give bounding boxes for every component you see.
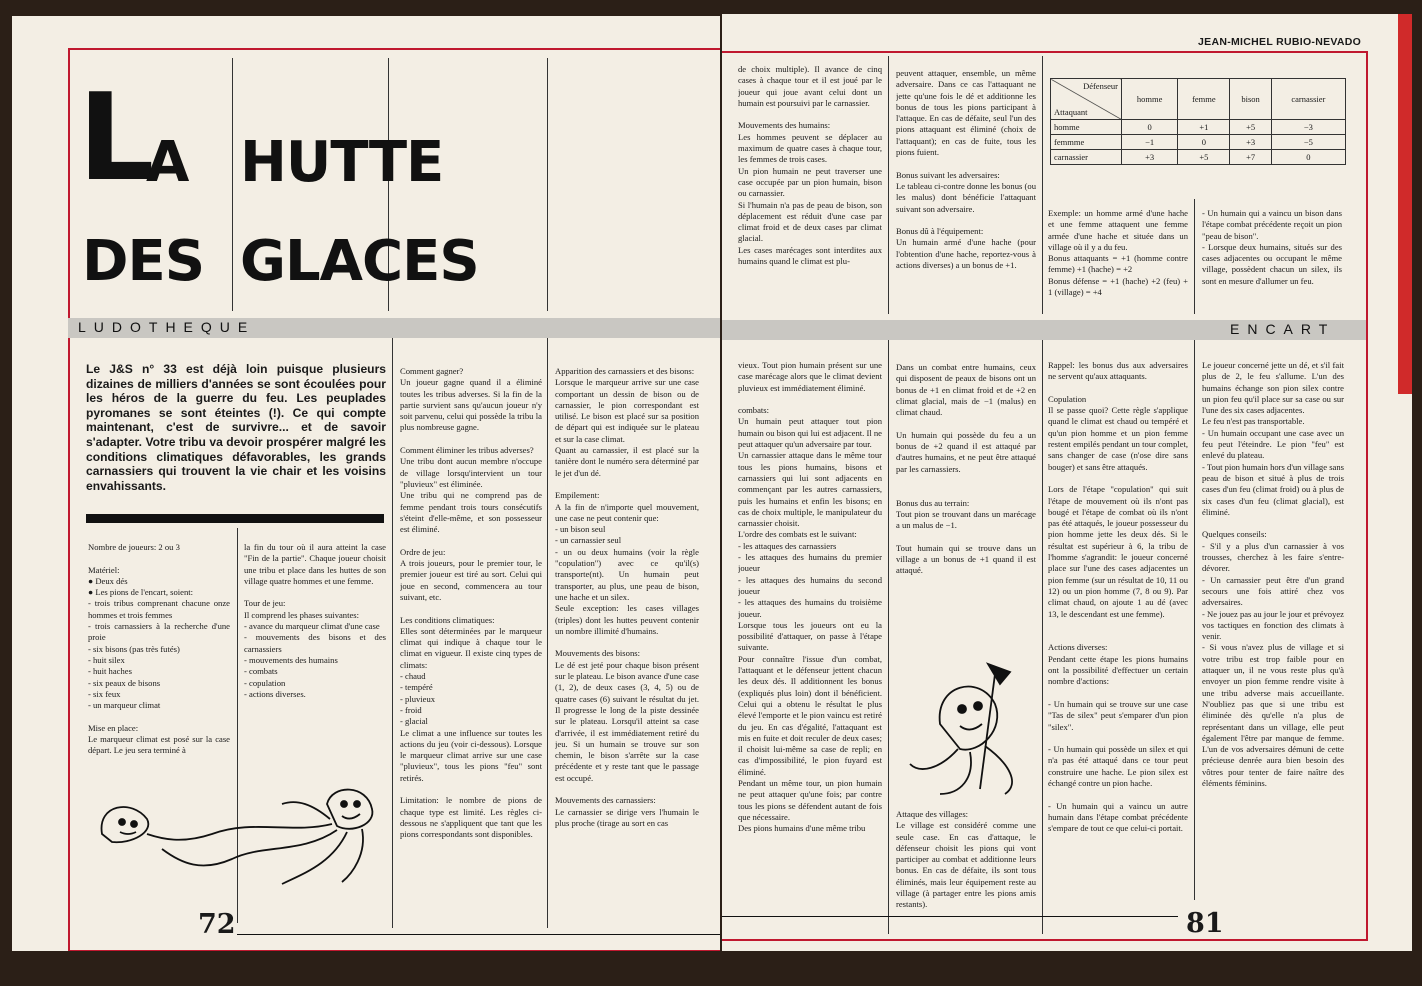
title-divider-3 (547, 58, 548, 311)
rules-top-column-4: - Un humain qui a vaincu un bison dans l'étape combat précédente reçoit un pion "peau de bison". - Lorsque deux humains, situés sur des cases adjacentes ou occupant le même village, possèdent chacun un silex, ils sont en mesure d'allumer un feu. (1202, 208, 1342, 286)
title-la-suffix: A (146, 130, 189, 195)
table-row (1051, 150, 1346, 165)
table-cell: −3 (1271, 120, 1345, 135)
corner-defender-label: Défenseur (1083, 81, 1118, 91)
table-cell: +1 (1178, 120, 1230, 135)
intro-paragraph: Le J&S n° 33 est déjà loin puisque plusieurs dizaines de milliers d'années se sont écoulées pour les héros de la guerre du feu. Les peuplades pyromanes se sont éteintes (!). Ce qui compte maintenant, c'est de survivre... et de savoir s'adapter. Votre tribu va devoir prospérer malgré les conditions climatiques défavorables, les grands carnassiers qui trouvent la vie chair et les voisins envahissants. (86, 362, 386, 493)
rules-top-column-1: de choix multiple). Il avance de cinq cases à chaque tour et il est joué par le joueur qui joue avant celui dont un humain est poursuivi par le carnassier. Mouvements des humains: Les hommes peuvent se déplacer au maximum de quatre cases à chaque tour, les femmes de trois cases. Un pion humain ne peut traverser une case occupée par un pion humain, bison ou carnassier. Si l'humain n'a pas de peau de bison, son déplacement est réduit d'une case par climat froid et de deux cases par climat glacial. Les cases marécages sont interdites aux humains quand le climat est plu- (738, 64, 882, 267)
corner-attacker-label: Attaquant (1054, 107, 1088, 117)
table-header-cell: femme (1178, 79, 1230, 120)
title-divider-1 (232, 58, 233, 311)
table-cell: −1 (1122, 135, 1178, 150)
creature-illustration (900, 654, 1040, 804)
rules-column-2: la fin du tour où il aura atteint la case "Fin de la partie". Chaque joueur choisit une tribu et place dans les huttes de son village quatre hommes et une femme. Tour de jeu: Il comprend les phases suivantes: - avance du marqueur climat d'une case - mouvements des bisons et des carnassiers - mouvements des humains - combats - copulation - actions diverses. (244, 542, 386, 699)
row-label: femmme (1051, 135, 1122, 150)
table-row (1051, 135, 1346, 150)
footer-rule (237, 934, 720, 935)
intro-rule (86, 514, 384, 523)
table-cell: +3 (1122, 150, 1178, 165)
page-number: 81 (1186, 908, 1224, 939)
section-label: ENCART (1230, 321, 1336, 337)
rules-column-3: Rappel: les bonus dus aux adversaires ne servent qu'aux attaquants. Copulation Il se passe quoi? Cette règle s'applique quand le climat est chaud ou tempéré et qu'un pion homme et un pion femme restent empilés pendant un tour complet, sans changer de case (n'ose dire sans bouger) et sans être attaqués. Lors de l'étape "copulation" qui suit l'étape de mouvement où ils n'ont pas bougé et l'étape de combat où ils n'ont pas été attaqués, le joueur possesseur du pion homme jette les deux dés. Si le résultat est supérieur à 6, la tribu de l'homme s'agrandit: le joueur concerné place sur l'une des cases adjacentes un pion femme (sur un résultat de 10, 11 ou 12) ou un pion homme (7, 8 ou 9). Par climat chaud, on ajoute 1 au dé (avec 13, le descendant est une femme). Actions diverses: Pendant cette étape les pions humains ont la possibilité d'effectuer un certain nombre d'actions: - Un humain qui se trouve sur une case "Tas de silex" peut s'emparer d'un pion "silex". - Un humain qui possède un silex et qui n'a pas été attaqué dans ce tour peut construire une hache. Le pion silex est échangé contre un pion hache. - Un humain qui a vaincu un autre humain dans l'étape combat précédente s'empare de tout ce que celui-ci portait. (1048, 360, 1188, 834)
table-corner (1051, 79, 1122, 120)
col-divider-c (547, 338, 548, 928)
title-initial-L: L (78, 69, 154, 208)
section-label: LUDOTHEQUE (78, 319, 256, 335)
table-header-cell: bison (1230, 79, 1271, 120)
table-cell: +5 (1178, 150, 1230, 165)
table-cell: 0 (1122, 120, 1178, 135)
bonus-table (1050, 78, 1346, 165)
rules-column-4: Apparition des carnassiers et des bisons: Lorsque le marqueur arrive sur une case comportant un dessin de bison ou de carnassier, le pion correspondant est utilisé. Le bison est placé sur sa position de départ qui est indiquée sur le plateau et sur la case climat. Quant au carnassier, il est placé sur la tanière dont le numéro sera déterminé par le jet d'un dé. Empilement: A la fin de n'importe quel mouvement, une case ne peut contenir que: - un bison seul - un carnassier seul - un ou deux humains (voir la règle "copulation") avec ce qu'il(s) transporte(nt). Un humain peut transporter, au plus, une peau de bison, une hache et un silex. Seule exception: les cases villages (triples) dont les huttes peuvent contenir un nombre illimité d'humains. Mouvements des bisons: Le dé est jeté pour chaque bison présent sur le plateau. Le bison avance d'une case (1, 2), de deux cases (3, 4, 5) ou de quatre cases (6) suivant le résultat du jet. Il progresse le long de la piste dessinée sur le plateau. Lorsqu'il atteint sa case d'arrivée, il est immédiatement retiré du jeu. Si un humain se trouve sur son chemin, le bison s'arrête sur la case précédente et y reste tant que le passage est occupé. Mouvements des carnassiers: Le carnassier se dirige vers l'humain le plus proche (tirage au sort en cas (555, 366, 699, 828)
col-divider-b (392, 338, 393, 928)
rules-column-1: vieux. Tout pion humain présent sur une case marécage alors que le climat devient pluvieux est immédiatement éliminé. combats: Un humain peut attaquer tout pion humain ou bison qui lui est adjacent. Il ne peut attaquer qu'un adversaire par tour. Un carnassier attaque dans le même tour tous les pions humains, bisons et carnassiers qui lui sont adjacents en commençant par les autres carnassiers, puis les humains et enfin les bisons; en cas de choix multiple, le manipulateur du carnassier choisit. L'ordre des combats est le suivant: - les attaques des carnassiers - les attaques des humains du premier joueur - les attaques des humains du second joueur - les attaques des humains du troisième joueur. Lorsque tous les joueurs ont eu la possibilité d'attaquer, on passe à l'étape suivante. Pour connaître l'issue d'un combat, l'attaquant et le défenseur jettent chacun les deux dés. Il additionnent les bonus (expliqués plus loin) dont il bénéficient. Celui qui a obtenu le résultat le plus élevé l'emporte et le pion vaincu est retiré du jeu. En cas d'égalité, l'attaquant est mis en fuite et doit reculer de deux cases; il choisit lui-même sa case de repli; en cas d'impossibilité, le pion fuyard est éliminé. Pendant un même tour, un pion humain ne peut attaquer qu'une fois; par contre tous les pions se défendent autant de fois que nécessaire. Des pions humains d'une même tribu (738, 360, 882, 834)
rules-column-4: Le joueur concerné jette un dé, et s'il fait plus de 2, le feu s'allume. L'un des humains échange son pion silex contre un pion feu qu'il place sur sa case ou sur l'une des six cases adjacentes. Le feu n'est pas transportable. - Un humain occupant une case avec un feu peut l'éteindre. Le pion "feu" est enlevé du plateau. - Tout pion humain hors d'un village sans peau de bison et situé à plus de trois cases d'un feu (climat froid) ou à plus de six cases d'un feu (climat glacial), est éliminé. Quelques conseils: - S'il y a plus d'un carnassier à vos trousses, cherchez à les faire s'entre-dévorer. - Un carnassier peut être d'un grand secours une fois attiré chez vos adversaires. - Ne jouez pas au jour le jour et prévoyez vos tactiques en fonction des climats à venir. - Si vous n'avez plus de village et si votre tribu est trop faible pour en attaquer un, il ne vous reste plus qu'à envoyer un pion femme rendre visite à une tribu adverse mais accueillante. N'oubliez pas que si une tribu est éliminée dès qu'elle n'a plus de représentant dans un village, elle peut également l'être par manque de femme. L'un de vos adversaires démuni de cette précieuse denrée aura bien besoin des vôtres pour tenter de faire naître des éléments féminins. (1202, 360, 1344, 788)
table-cell: +5 (1230, 120, 1271, 135)
example-column: Exemple: un homme armé d'une hache et une femme attaquent une femme armée d'une hache et située dans un village où il y a du feu. Bonus attaquants = +1 (homme contre femme) +1 (hache) = +2 Bonus défense = +1 (hache) +2 (feu) + 1 (village) = +4 (1048, 208, 1188, 298)
table-cell: +7 (1230, 150, 1271, 165)
rules-column-2b: Attaque des villages: Le village est considéré comme une seule case. En cas d'attaque, le défenseur choisit les pions qui vont participer au combat et additionne leurs bonus. En cas de défaite, ils sont tous éliminés, mais leur équipement reste au village (à partager entre les pions amis restants). (896, 809, 1036, 910)
right-page (722, 14, 1412, 951)
top-divider-3 (1194, 199, 1195, 314)
table-cell: +3 (1230, 135, 1271, 150)
rules-column-3: Comment gagner? Un joueur gagne quand il a éliminé toutes les tribus adverses. Si la fin de la partie survient sans qu'aucun joueur n'y soit parvenu, celui qui possède la tribu la plus nombreuse gagne. Comment éliminer les tribus adverses? Une tribu dont aucun membre n'occupe de village lorsqu'intervient un tour "pluvieux" est éliminée. Une tribu qui ne comprend pas de femme pendant trois tours consécutifs s'éteint d'elle-même, et son possesseur est éliminé. Ordre de jeu: A trois joueurs, pour le premier tour, le premier joueur est tiré au sort. Celui qui joue en second, commencera au tour suivant, etc. Les conditions climatiques: Elles sont déterminées par le marqueur climat qui indique à chaque tour le climat en vigueur. Il existe cinq types de climats: - chaud - tempéré - pluvieux - froid - glacial Le climat a une influence sur toutes les actions du jeu (voir ci-dessous). Lorsque le marqueur climat arrive sur une case "pluvieux", tous les pions "feu" sont retirés. Limitation: le nombre de pions de chaque type est limité. Les règles ci-dessous ne s'appliquent que tant que les pions correspondants sont disponibles. (400, 366, 542, 840)
title-glaces: GLACES (240, 229, 479, 294)
table-row (1051, 120, 1346, 135)
page-number: 72 (198, 909, 236, 940)
top-divider-1 (888, 56, 889, 314)
col-divider-1 (888, 340, 889, 934)
table-header-cell: homme (1122, 79, 1178, 120)
col-divider-2 (1042, 340, 1043, 934)
title-des: DES (82, 229, 205, 294)
page-edge-tab (1398, 14, 1412, 394)
left-page (12, 16, 720, 951)
row-label: carnassier (1051, 150, 1122, 165)
title-hutte: HUTTE (240, 130, 444, 195)
octopus-illustration (92, 764, 392, 894)
table-cell: −5 (1271, 135, 1345, 150)
top-divider-2 (1042, 56, 1043, 314)
rules-column-1: Nombre de joueurs: 2 ou 3 Matériel: ● Deux dés ● Les pions de l'encart, soient: - trois tribus comprenant chacune onze hommes et trois femmes - trois carnassiers à la recherche d'une proie - six bisons (pas très futés) - huit silex - huit haches - six peaux de bisons - six feux - un marqueur climat Mise en place: Le marqueur climat est posé sur la case départ. Le jeu sera terminé à (88, 542, 230, 756)
author-name: JEAN-MICHEL RUBIO-NEVADO (1198, 36, 1362, 48)
table-cell: 0 (1271, 150, 1345, 165)
rules-top-column-2: peuvent attaquer, ensemble, un même adversaire. Dans ce cas l'attaquant ne jette qu'une fois le dé et additionne les bonus de tous les pions participant à l'attaque. En cas de défaite, seul l'un des pions attaquant est éliminé (choix de l'attaquant); en cas de fuite, tous les pions fuient. Bonus suivant les adversaires: Le tableau ci-contre donne les bonus (ou les malus) dont bénéficie l'attaquant suivant son adversaire. Bonus dû à l'équipement: Un humain armé d'une hache (pour l'obtention d'une hache, reportez-vous à actions diverses) a un bonus de +1. (896, 68, 1036, 271)
col-divider-3 (1194, 340, 1195, 900)
footer-rule (722, 916, 1178, 917)
table-cell: 0 (1178, 135, 1230, 150)
rules-column-2a: Dans un combat entre humains, ceux qui disposent de peaux de bisons ont un bonus de +1 en climat froid et de +2 en climat glacial, mais de −1 (malus) en climat chaud. Un humain qui possède du feu a un bonus de +2 quand il est attaqué par d'autres humains, et ne peut être attaqué par les carnassiers. Bonus dus au terrain: Tout pion se trouvant dans un marécage a un malus de −1. Tout humain qui se trouve dans un village a un bonus de +1 quand il est attaqué. (896, 362, 1036, 576)
table-header-cell: carnassier (1271, 79, 1345, 120)
row-label: homme (1051, 120, 1122, 135)
